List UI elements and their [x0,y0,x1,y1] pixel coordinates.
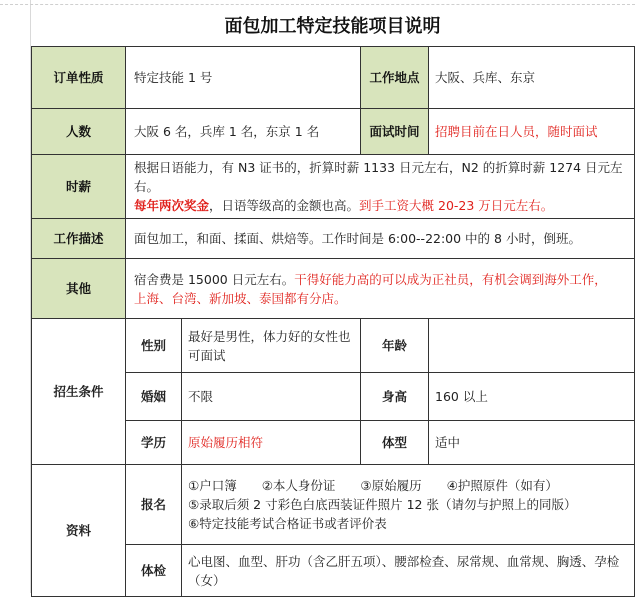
interview-time-value: 招聘目前在日人员，随时面试 [429,109,635,155]
other-line-2: 上海、台湾、新加坡、泰国都有分店。 [134,290,347,306]
promotion-text: 干得好能力高的可以成为正社员，有机会调到海外工作， [294,271,607,287]
gender-value: 最好是男性，体力好的女性也可面试 [182,319,361,373]
medical-exam-value: 心电图、血型、肝功（含乙肝五项）、腰部检查、尿常规、血常规、胸透、孕检（女） [182,545,635,597]
height-label: 身高 [361,373,429,421]
other-line-1 [134,270,628,289]
age-value [429,319,635,373]
body-type-value: 适中 [429,421,635,465]
order-type-label: 订单性质 [32,47,126,109]
dorm-fee-text: 宿舍费是 15000 日元左右。 [134,271,295,287]
gender-label: 性别 [126,319,182,373]
education-label: 学历 [126,421,182,465]
headcount-label: 人数 [32,109,126,155]
table-row-apply [32,465,635,545]
hourly-wage-label: 时薪 [32,155,126,219]
body-type-label: 体型 [361,421,429,465]
document-title: 面包加工特定技能项目说明 [224,16,441,37]
table-row-other [32,259,635,319]
age-label: 年龄 [361,319,429,373]
medical-exam-label: 体检 [126,545,182,597]
table-row-order [32,47,635,109]
table-row-description [32,219,635,259]
left-gutter [0,0,31,593]
project-table [31,46,635,597]
wage-line-1: 根据日语能力，有 N3 证书的，折算时薪 1133 日元左右，N2 的折算时薪 1274 日元左右。 [134,160,623,194]
work-location-label: 工作地点 [361,47,429,109]
other-value [126,259,635,319]
hourly-wage-value [126,155,635,219]
work-location-value: 大阪、兵库、东京 [429,47,635,109]
marriage-label: 婚姻 [126,373,182,421]
job-description-label: 工作描述 [32,219,126,259]
apply-label: 报名 [126,465,182,545]
documents-label: 资料 [32,465,126,597]
job-description-value: 面包加工，和面、揉面、烘焙等。工作时间是 6:00--22:00 中的 8 小时，倒班。 [126,219,635,259]
page-top-guide [0,4,635,5]
interview-time-label: 面试时间 [361,109,429,155]
take-home-text: 到手工资大概 20-23 万日元左右。 [359,198,554,213]
bonus-text: 每年两次奖金 [134,198,210,213]
recruit-conditions-label: 招生条件 [32,319,126,465]
wage-note: ，日语等级高的金额也高。 [209,198,360,213]
other-label: 其他 [32,259,126,319]
marriage-value: 不限 [182,373,361,421]
height-value: 160 以上 [429,373,635,421]
table-row-wage [32,155,635,219]
education-value: 原始履历相符 [182,421,361,465]
table-row-gender [32,319,635,373]
apply-value [182,465,635,545]
apply-line-2: ⑤录取后须 2 寸彩色白底西装证件照片 12 张（请勿与护照上的同版） [188,497,577,512]
order-type-value: 特定技能 1 号 [126,47,361,109]
headcount-value: 大阪 6 名，兵库 1 名，东京 1 名 [126,109,361,155]
table-row-count [32,109,635,155]
apply-line-3: ⑥特定技能考试合格证书或者评价表 [188,516,387,531]
apply-line-1: ①户口簿 ②本人身份证 ③原始履历 ④护照原件（如有） [188,478,558,493]
wage-line-2 [134,196,628,215]
